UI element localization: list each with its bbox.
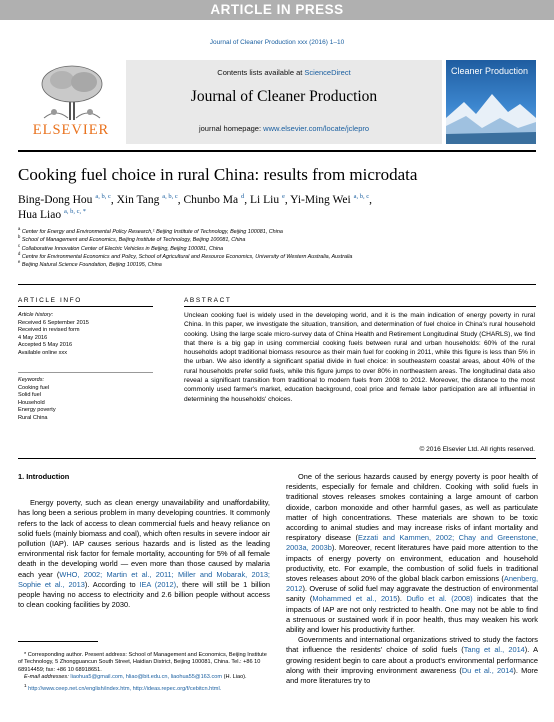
- author[interactable]: Yi-Ming Wei $^{a, b, c}$,: [290, 193, 372, 206]
- author[interactable]: Chunbo Ma $^d$,: [183, 193, 250, 206]
- author[interactable]: Bing-Dong Hou $^{a, b, c}$,: [18, 193, 117, 206]
- article-title: Cooking fuel choice in rural China: results from microdata: [18, 165, 418, 184]
- author[interactable]: Xin Tang $^{a, b, c}$,: [116, 193, 184, 206]
- citation-link[interactable]: Duflo et al. (2008): [406, 594, 473, 604]
- footnotes: [18, 652, 272, 693]
- keyword: Solid fuel: [18, 392, 42, 399]
- citation-link[interactable]: WHO, 2002; Martin et al., 2011; Miller and Mobarak, 2013; Sophie et al., 2013: [18, 569, 270, 589]
- citation-link[interactable]: Anenberg, 2012: [286, 574, 538, 594]
- copyright-notice: © 2016 Elsevier Ltd. All rights reserved.: [419, 446, 535, 453]
- body-left-column: [18, 472, 270, 610]
- footnote-1: $^1$ http://www.ceep.net.cn/english/index.htm, http://ideas.repec.org/f/cebitcn.html.: [24, 682, 222, 692]
- contents-prefix: Contents lists available at: [217, 68, 303, 77]
- keywords-list: [18, 377, 148, 423]
- abstract-rule: [184, 306, 536, 307]
- history-entry: Received in revised form: [18, 327, 80, 334]
- article-history: [18, 312, 148, 358]
- journal-masthead: [18, 60, 536, 144]
- article-info-heading: ARTICLE INFO: [18, 297, 82, 304]
- paragraph: One of the serious hazards caused by energy poverty is poor health of residents, especially for female and children. Cooking with solid fuels in traditional stoves releases smokes containing a large amount of carbon dioxide, carbon monoxide and other harmful gases, as well as particulate matter of high concentrations. These materials are shown to be toxic according to animal studies and may increase risks of infant mortality and respiratory disease (Ezzati and Kammen, 2002; Chay and Greenstone, 2003a, 2003b). Moreover, recent literatures have paid more attention to the impacts of energy poverty on environment, education and household productivity, etc. For example, the combustion of solid fuels in traditional stoves releases about 20% of the global black carbon emissions (Anenberg, 2012). Overuse of solid fuel may aggravate the destruction of environmental sanity (Mohammed et al., 2015). Duflo et al. (2008) indicates that the impacts of IAP are not only restricted to health. One may not be able to find a strenuous or sustained work if in poor health, thus may weaken his work ability and lower his productivity further.: [286, 472, 539, 635]
- history-entry: Accepted 5 May 2016: [18, 342, 73, 349]
- citation-link[interactable]: Mohammed et al., 2015: [312, 594, 398, 604]
- citation-link[interactable]: Ezzati and Kammen, 2002; Chay and Greenstone, 2003a, 2003b: [286, 533, 539, 553]
- elsevier-logo[interactable]: [18, 60, 124, 144]
- keyword: Energy poverty: [18, 407, 56, 414]
- affiliation: $^d$ Centre for Environmental Economics and Policy, School of Agricultural and Resource Economics, University of Western Australia, Australia: [18, 251, 353, 260]
- abstract-bottom-rule: [18, 458, 536, 459]
- section-heading-introduction: 1. Introduction: [18, 472, 70, 481]
- citation-link[interactable]: IEA (2012): [139, 579, 177, 589]
- keywords-label: Keywords:: [18, 377, 45, 383]
- elsevier-tree-icon: [32, 62, 112, 122]
- cover-landscape-icon: [446, 88, 536, 144]
- author[interactable]: Hua Liao $^{a, b, c, *}$: [18, 207, 87, 221]
- citation-link[interactable]: Du et al., 2014: [461, 665, 514, 675]
- footnote-urls[interactable]: http://www.ceep.net.cn/english/index.htm, http://ideas.repec.org/f/cebitcn.html.: [28, 685, 222, 692]
- journal-header-panel: [126, 60, 442, 144]
- homepage-link[interactable]: www.elsevier.com/locate/jclepro: [263, 124, 370, 133]
- affiliation: $^c$ Collaborative Innovation Center of Electric Vehicles in Beijing, Beijing 100081, China: [18, 242, 224, 252]
- citation-link[interactable]: Tang et al., 2014: [463, 645, 525, 655]
- paragraph: Governments and international organizations strived to study the factors that influence the residents' choice of solid fuels (Tang et al., 2014). A growing resident begin to care about a product's environmental performance along with their improving environment awareness (Du et al., 2014). More and more literatures try to: [286, 635, 539, 686]
- sciencedirect-link[interactable]: ScienceDirect: [304, 68, 351, 77]
- journal-title[interactable]: Journal of Cleaner Production: [190, 88, 378, 105]
- history-label: Article history:: [18, 312, 54, 318]
- cover-title: Cleaner Production: [451, 66, 529, 76]
- email-links[interactable]: liaohua5@gmail.com, hliao@bit.edu.cn, liaohua55@163.com: [70, 674, 223, 681]
- keyword: Household: [18, 399, 45, 406]
- affiliation: $^e$ Beijing Natural Science Foundation, Beijing 100195, China: [18, 259, 162, 269]
- paragraph: Energy poverty, such as clean energy unavailability and unaffordability, has long been a serious problem in many developing countries. It commonly refers to the lack of access to clean commercial fuels and heavy reliance on solid fuels (mainly biomass and coal), which often results in severe indoor air pollution (IAP). IAP causes serious hazards and is listed as the leading environmental risk factor for female mortality, accounting for 5% of all female death in the developing world — even more than those caused by malaria each year (WHO, 2002; Martin et al., 2011; Miller and Mobarak, 2013; Sophie et al., 2013). According to IEA (2012), there will still be 1 billion people having no access to electricity and 2.6 billion people without access to clean cooking facilities by 2030.: [18, 498, 270, 610]
- keyword: Cooking fuel: [18, 384, 50, 391]
- footnote-rule: [18, 641, 98, 642]
- publisher-name: ELSEVIER: [32, 122, 110, 138]
- history-entry: Received 6 September 2015: [18, 319, 89, 326]
- affiliation: $^b$ School of Management and Economics, Beijing Institute of Technology, Beijing 100081, China: [18, 234, 246, 244]
- journal-cover-image[interactable]: [446, 60, 536, 144]
- body-right-column: [286, 472, 538, 686]
- affiliation: $^a$ Center for Energy and Environmental Policy Research,¹ Beijing Institute of Technology, Beijing 100081, China: [18, 226, 283, 235]
- journal-homepage-line: [126, 124, 442, 133]
- keyword: Rural China: [18, 414, 48, 421]
- homepage-prefix: journal homepage:: [198, 124, 262, 133]
- article-info-rule: [18, 306, 153, 307]
- history-entry: Available online xxx: [18, 349, 68, 356]
- header-rule: [18, 150, 536, 152]
- abstract-heading: ABSTRACT: [184, 297, 232, 304]
- abstract-text: Unclean cooking fuel is widely used in the developing world, and it is the main indication of energy poverty in rural China. In this paper, we investigate the situation, transition, and determination of fuel choice in China's rural household cooking. Using the large scale micro-survey data of China Health and Retirement Longitudinal Study (CHARLS), we find that there is a big gap in using commercial cooking fuels between rural and urban households: 60% of the rural households adopt traditional biomass resource as their main fuel for cooking in 2011, while this figure is less than 5% in the urban. We also identify a significant spatial divide in fuel choice: in southeastern coastal areas, about 40% of the rural households prefer solid fuels, while this figure jumps to over 80% in northeastern areas. The longitudinal data also reveal a significant transition from traditional to modern fuels from 2008 to 2012. Moreover, the distance to the most commonly used farmer's market, education background, coal price and female labor participation are all influential in determining the households' choices.: [184, 312, 535, 403]
- section-rule: [18, 284, 536, 285]
- contents-line: [126, 68, 442, 77]
- author[interactable]: Li Liu $^e$,: [250, 193, 291, 206]
- keywords-rule: [18, 372, 153, 373]
- email-note: E-mail addresses: liaohua5@gmail.com, hliao@bit.edu.cn, liaohua55@163.com (H. Liao).: [24, 674, 247, 681]
- corresponding-author-note: * Corresponding author. Present address: School of Management and Economics, Beijing Institute of Technology, 5 Zhongguancun South Street, Haidian District, Beijing 100081, China. Tel.: +86 10 68914459; fax: +86 10 68918651.: [18, 652, 267, 673]
- affiliation-list: [18, 228, 536, 269]
- history-entry: 4 May 2016: [18, 334, 48, 341]
- article-in-press-banner: ARTICLE IN PRESS: [0, 0, 554, 20]
- author-list: [18, 193, 498, 222]
- journal-citation[interactable]: Journal of Cleaner Production xxx (2016) 1–10: [209, 39, 345, 46]
